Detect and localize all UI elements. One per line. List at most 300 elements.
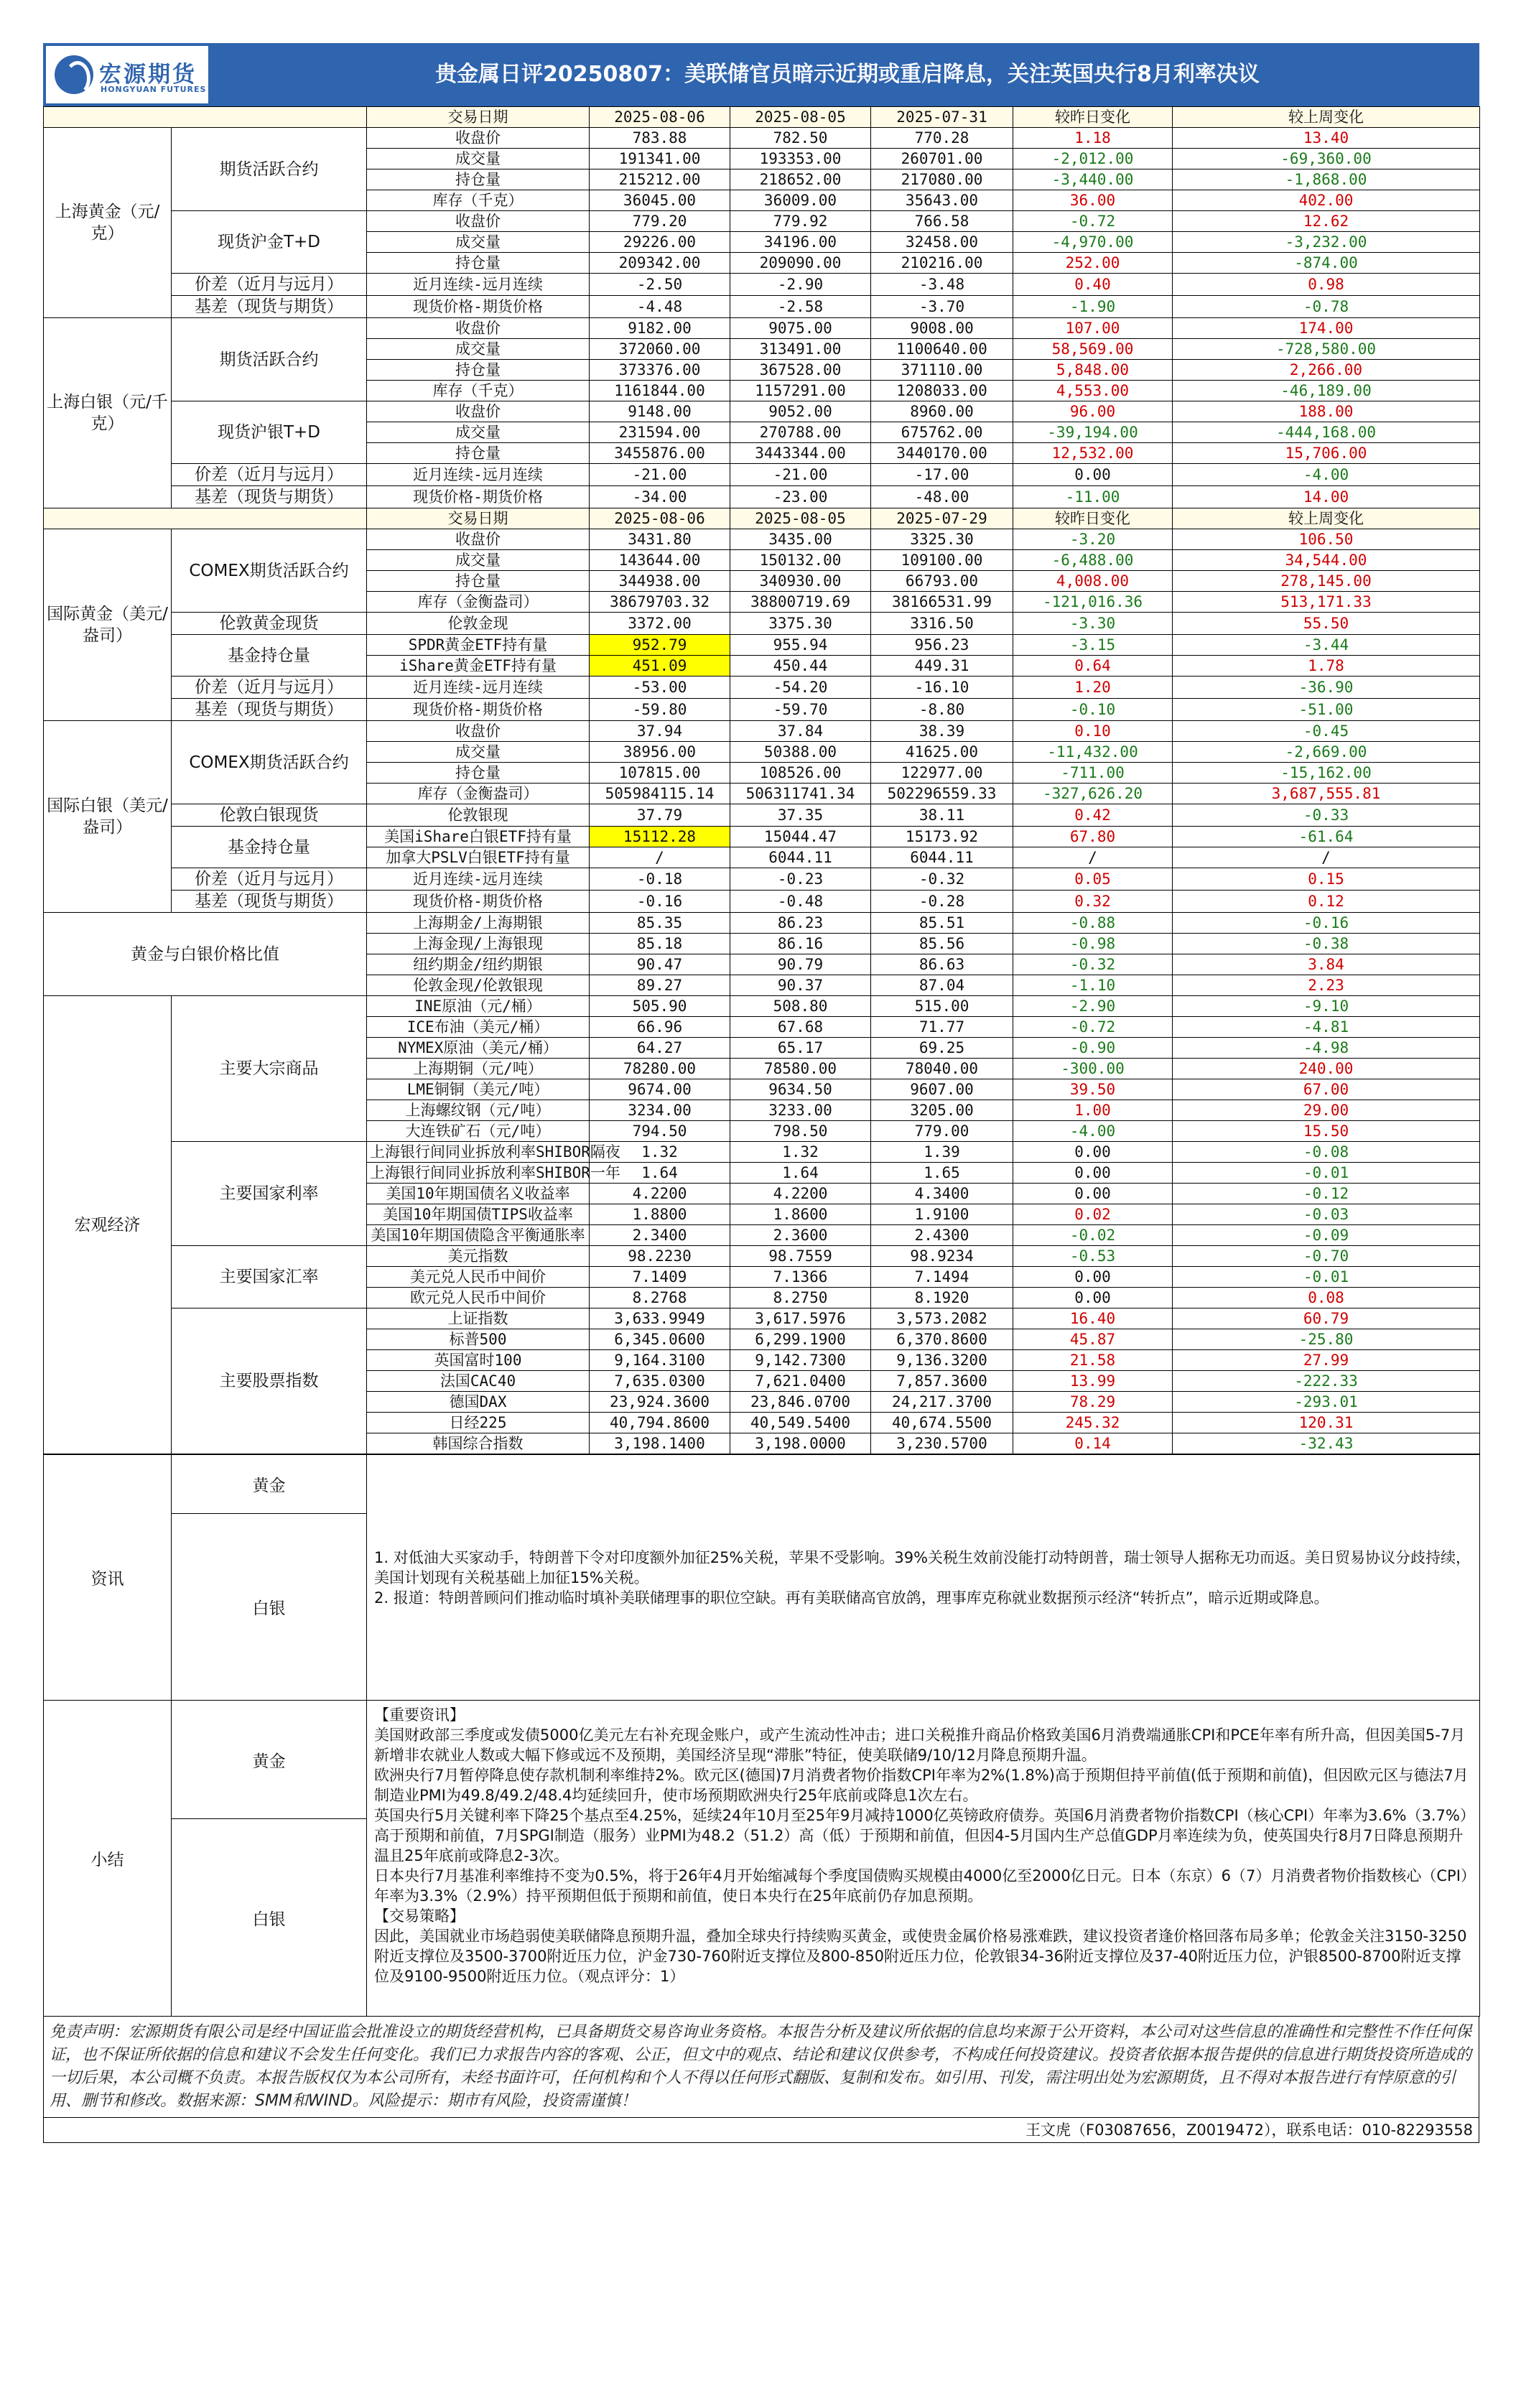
value-current: 1.64 xyxy=(590,1163,730,1184)
value-prev: 313491.00 xyxy=(730,339,871,360)
value-prev: 23,846.0700 xyxy=(730,1392,871,1413)
row-label: 现货价格-期货价格 xyxy=(367,891,590,913)
row-label: SPDR黄金ETF持有量 xyxy=(367,635,590,656)
change-week: -9.10 xyxy=(1173,996,1480,1017)
row-label: 上海银行间同业拆放利率SHIBOR一年 xyxy=(367,1163,590,1184)
value-prev: 67.68 xyxy=(730,1017,871,1038)
row-label: 上证指数 xyxy=(367,1308,590,1329)
summary-heading: 【重要资讯】 xyxy=(374,1706,465,1724)
change-day: -3,440.00 xyxy=(1013,169,1173,190)
change-day: 21.58 xyxy=(1013,1350,1173,1371)
value-ref: 1208033.00 xyxy=(871,381,1013,401)
value-current: 372060.00 xyxy=(590,339,730,360)
change-week: -0.38 xyxy=(1173,934,1480,954)
row-label: 成交量 xyxy=(367,149,590,169)
row-label: 德国DAX xyxy=(367,1392,590,1413)
change-day: 78.29 xyxy=(1013,1392,1173,1413)
value-prev: 1157291.00 xyxy=(730,381,871,401)
subcategory-label: COMEX期货活跃合约 xyxy=(172,529,367,613)
logo-swirl-icon xyxy=(55,55,93,94)
change-day: -0.53 xyxy=(1013,1246,1173,1267)
price-data-table xyxy=(43,106,1480,1454)
table-row xyxy=(44,211,1480,232)
row-label: 美国10年期国债名义收益率 xyxy=(367,1184,590,1204)
change-day: 0.10 xyxy=(1013,721,1173,742)
report-banner xyxy=(43,43,1479,106)
row-label: 日经225 xyxy=(367,1413,590,1433)
change-week: -0.16 xyxy=(1173,913,1480,934)
value-ref: 7.1494 xyxy=(871,1267,1013,1288)
row-label: 上海期铜（元/吨） xyxy=(367,1059,590,1079)
header-date-1: 2025-08-06 xyxy=(590,107,730,128)
subcategory-label: 价差（近月与远月） xyxy=(172,274,367,296)
value-prev: -59.70 xyxy=(730,699,871,721)
header-blank xyxy=(44,508,367,529)
change-day: -0.02 xyxy=(1013,1225,1173,1246)
value-ref: 1.9100 xyxy=(871,1204,1013,1225)
value-prev: 3375.30 xyxy=(730,613,871,635)
change-week: -69,360.00 xyxy=(1173,149,1480,169)
change-week: 188.00 xyxy=(1173,401,1480,422)
value-ref: 3,573.2082 xyxy=(871,1308,1013,1329)
row-label: 美元兑人民币中间价 xyxy=(367,1267,590,1288)
value-current: 23,924.3600 xyxy=(590,1392,730,1413)
value-prev: 508.80 xyxy=(730,996,871,1017)
row-label: 标普500 xyxy=(367,1329,590,1350)
value-current: 215212.00 xyxy=(590,169,730,190)
value-prev: 7.1366 xyxy=(730,1267,871,1288)
value-current: 505.90 xyxy=(590,996,730,1017)
value-current: -59.80 xyxy=(590,699,730,721)
table-row xyxy=(44,401,1480,422)
row-label: 美国10年期国债隐含平衡通胀率 xyxy=(367,1225,590,1246)
value-prev: 779.92 xyxy=(730,211,871,232)
subcategory-label: 基金持仓量 xyxy=(172,827,367,868)
value-ref: 98.9234 xyxy=(871,1246,1013,1267)
news-summary-table xyxy=(43,1454,1480,2017)
value-current: -0.16 xyxy=(590,891,730,913)
value-ref: 675762.00 xyxy=(871,422,1013,443)
news-line: 2. 报道：特朗普顾问们推动临时填补美联储理事的职位空缺。再有美联储高官放鸽，理事库克称就业数据预示经济“转折点”，暗示近期或降息。 xyxy=(374,1589,1329,1607)
value-ref: 3316.50 xyxy=(871,613,1013,635)
value-prev: 9052.00 xyxy=(730,401,871,422)
change-day: -0.32 xyxy=(1013,954,1173,975)
change-day: 45.87 xyxy=(1013,1329,1173,1350)
change-day: 12,532.00 xyxy=(1013,443,1173,464)
table-row xyxy=(44,677,1480,699)
row-label: 持仓量 xyxy=(367,360,590,381)
change-day: 252.00 xyxy=(1013,253,1173,274)
row-label: 持仓量 xyxy=(367,571,590,592)
change-week: 60.79 xyxy=(1173,1308,1480,1329)
change-week: 1.78 xyxy=(1173,656,1480,677)
value-ref: 15173.92 xyxy=(871,827,1013,847)
change-day: -3.20 xyxy=(1013,529,1173,550)
subcategory-label: 价差（近月与远月） xyxy=(172,868,367,891)
news-line: 1. 对低油大买家动手，特朗普下令对印度额外加征25%关税，苹果不受影响。39%关税生效前没能打动特朗普，瑞士领导人据称无功而返。美日贸易协议分歧持续，美国计划现有关税基础上加征15%关税。 xyxy=(374,1548,1471,1586)
value-current: 78280.00 xyxy=(590,1059,730,1079)
change-week: 0.08 xyxy=(1173,1288,1480,1308)
category-label: 上海黄金（元/克） xyxy=(44,128,172,318)
value-ref: 7,857.3600 xyxy=(871,1371,1013,1392)
value-ref: 1.39 xyxy=(871,1142,1013,1163)
table-row xyxy=(44,529,1480,550)
category-label: 上海白银（元/千克） xyxy=(44,318,172,508)
news-gold-label: 黄金 xyxy=(172,1455,367,1514)
change-week: -1,868.00 xyxy=(1173,169,1480,190)
value-ref: 779.00 xyxy=(871,1121,1013,1142)
value-ref: 86.63 xyxy=(871,954,1013,975)
value-prev: -0.48 xyxy=(730,891,871,913)
change-day: -1.10 xyxy=(1013,975,1173,996)
change-week: 29.00 xyxy=(1173,1100,1480,1121)
value-ref: 6,370.8600 xyxy=(871,1329,1013,1350)
value-prev: 6,299.1900 xyxy=(730,1329,871,1350)
change-day: 13.99 xyxy=(1013,1371,1173,1392)
summary-silver-label: 白银 xyxy=(172,1819,367,2017)
strategy-heading: 【交易策略】 xyxy=(374,1907,465,1925)
subcategory-label: 价差（近月与远月） xyxy=(172,464,367,486)
subcategory-label: 主要股票指数 xyxy=(172,1308,367,1454)
row-label: 持仓量 xyxy=(367,763,590,784)
subcategory-label: 现货沪银T+D xyxy=(172,401,367,464)
value-prev: 8.2750 xyxy=(730,1288,871,1308)
value-current: 794.50 xyxy=(590,1121,730,1142)
table-row xyxy=(44,1308,1480,1329)
row-label: 库存（千克） xyxy=(367,190,590,211)
header-trade-date: 交易日期 xyxy=(367,107,590,128)
change-week: -2,669.00 xyxy=(1173,742,1480,763)
change-week: -222.33 xyxy=(1173,1371,1480,1392)
value-ref: 502296559.33 xyxy=(871,784,1013,804)
change-week: -0.03 xyxy=(1173,1204,1480,1225)
report-frame xyxy=(43,43,1479,2143)
value-prev: 40,549.5400 xyxy=(730,1413,871,1433)
table-row xyxy=(44,827,1480,847)
row-label: 成交量 xyxy=(367,742,590,763)
value-ref: 449.31 xyxy=(871,656,1013,677)
change-week: 27.99 xyxy=(1173,1350,1480,1371)
change-day: 0.02 xyxy=(1013,1204,1173,1225)
row-label: 欧元兑人民币中间价 xyxy=(367,1288,590,1308)
value-current: 3455876.00 xyxy=(590,443,730,464)
value-current: 9,164.3100 xyxy=(590,1350,730,1371)
change-day: -0.90 xyxy=(1013,1038,1173,1059)
change-day: 5,848.00 xyxy=(1013,360,1173,381)
header-blank xyxy=(44,107,367,128)
change-week: 14.00 xyxy=(1173,486,1480,508)
header-date-2: 2025-08-05 xyxy=(730,508,871,529)
row-label: 现货价格-期货价格 xyxy=(367,296,590,318)
value-current: 3431.80 xyxy=(590,529,730,550)
change-day: -2,012.00 xyxy=(1013,149,1173,169)
value-current: 373376.00 xyxy=(590,360,730,381)
change-week: 402.00 xyxy=(1173,190,1480,211)
table-row xyxy=(44,891,1480,913)
change-day: 0.64 xyxy=(1013,656,1173,677)
change-week: -0.09 xyxy=(1173,1225,1480,1246)
change-day: -0.10 xyxy=(1013,699,1173,721)
header-week-change: 较上周变化 xyxy=(1173,107,1480,128)
change-week: -0.01 xyxy=(1173,1267,1480,1288)
value-current: 3234.00 xyxy=(590,1100,730,1121)
subcategory-label: 伦敦黄金现货 xyxy=(172,613,367,635)
value-current: -4.48 xyxy=(590,296,730,318)
change-week: -728,580.00 xyxy=(1173,339,1480,360)
value-ref: 9,136.3200 xyxy=(871,1350,1013,1371)
change-week: -36.90 xyxy=(1173,677,1480,699)
change-day: -2.90 xyxy=(1013,996,1173,1017)
value-ref: 9607.00 xyxy=(871,1079,1013,1100)
value-ref: 515.00 xyxy=(871,996,1013,1017)
subcategory-label: 现货沪金T+D xyxy=(172,211,367,274)
change-day: -327,626.20 xyxy=(1013,784,1173,804)
value-current: 7.1409 xyxy=(590,1267,730,1288)
value-prev: 193353.00 xyxy=(730,149,871,169)
value-ref: 3,230.5700 xyxy=(871,1433,1013,1454)
value-prev: 340930.00 xyxy=(730,571,871,592)
value-current: 1.32 xyxy=(590,1142,730,1163)
subcategory-label: 基差（现货与期货） xyxy=(172,296,367,318)
value-prev: 9,142.7300 xyxy=(730,1350,871,1371)
row-label: 近月连续-远月连续 xyxy=(367,868,590,891)
change-week: 0.12 xyxy=(1173,891,1480,913)
value-current: 37.94 xyxy=(590,721,730,742)
value-current: 15112.28 xyxy=(590,827,730,847)
summary-line: 美国财政部三季度或发债5000亿美元左右补充现金账户，或产生流动性冲击；进口关税推升商品价格致美国6月消费端通胀CPI和PCE年率有所升高，但因美国5-7月新增非农就业人数或大幅下修或远不及预期，美国经济呈现“滞胀”特征，使美联储9/10/12月降息预期升温。 xyxy=(374,1726,1466,1764)
value-ref: 217080.00 xyxy=(871,169,1013,190)
change-week: 278,145.00 xyxy=(1173,571,1480,592)
table-row xyxy=(44,721,1480,742)
value-prev: 450.44 xyxy=(730,656,871,677)
change-week: -0.45 xyxy=(1173,721,1480,742)
row-label: 成交量 xyxy=(367,550,590,571)
value-ref: 35643.00 xyxy=(871,190,1013,211)
value-prev: 782.50 xyxy=(730,128,871,149)
value-prev: -54.20 xyxy=(730,677,871,699)
value-ref: 87.04 xyxy=(871,975,1013,996)
value-current: 38679703.32 xyxy=(590,592,730,613)
table-header-row xyxy=(44,508,1480,529)
header-date-3: 2025-07-29 xyxy=(871,508,1013,529)
header-day-change: 较昨日变化 xyxy=(1013,107,1173,128)
table-row xyxy=(44,1142,1480,1163)
row-label: LME铜铜（美元/吨） xyxy=(367,1079,590,1100)
value-current: 9148.00 xyxy=(590,401,730,422)
category-label: 黄金与白银价格比值 xyxy=(44,913,367,996)
row-label: NYMEX原油（美元/桶） xyxy=(367,1038,590,1059)
news-category: 资讯 xyxy=(44,1455,172,1701)
change-week: 3.84 xyxy=(1173,954,1480,975)
value-ref: 122977.00 xyxy=(871,763,1013,784)
value-current: 505984115.14 xyxy=(590,784,730,804)
value-current: 783.88 xyxy=(590,128,730,149)
value-prev: 3435.00 xyxy=(730,529,871,550)
value-prev: 90.37 xyxy=(730,975,871,996)
header-date-3: 2025-07-31 xyxy=(871,107,1013,128)
change-day: 0.00 xyxy=(1013,464,1173,486)
value-prev: 3,198.0000 xyxy=(730,1433,871,1454)
change-week: -51.00 xyxy=(1173,699,1480,721)
value-current: 209342.00 xyxy=(590,253,730,274)
summary-line: 欧洲央行7月暂停降息使存款机制利率维持2%。欧元区(德国)7月消费者物价指数CPI年率为2%(1.8%)高于预期但持平前值(低于预期和前值)，但因欧元区与德法7月制造业PMI为49.8/49.2/48.4均延续回升，使市场预期欧洲央行25年底前或降息1次左右。 xyxy=(374,1767,1469,1804)
row-label: 伦敦金现 xyxy=(367,613,590,635)
value-ref: 38.11 xyxy=(871,804,1013,827)
value-prev: -2.58 xyxy=(730,296,871,318)
change-day: -0.72 xyxy=(1013,211,1173,232)
table-row xyxy=(44,868,1480,891)
change-day: 1.20 xyxy=(1013,677,1173,699)
change-day: -3.15 xyxy=(1013,635,1173,656)
table-row xyxy=(44,296,1480,318)
change-week: 174.00 xyxy=(1173,318,1480,339)
change-week: -25.80 xyxy=(1173,1329,1480,1350)
change-day: 4,553.00 xyxy=(1013,381,1173,401)
change-day: 0.00 xyxy=(1013,1142,1173,1163)
value-ref: 40,674.5500 xyxy=(871,1413,1013,1433)
value-ref: 85.56 xyxy=(871,934,1013,954)
value-ref: 260701.00 xyxy=(871,149,1013,169)
subcategory-label: 主要国家利率 xyxy=(172,1142,367,1246)
value-prev: 1.64 xyxy=(730,1163,871,1184)
value-prev: 3233.00 xyxy=(730,1100,871,1121)
value-ref: 109100.00 xyxy=(871,550,1013,571)
change-day: 245.32 xyxy=(1013,1413,1173,1433)
row-label: 收盘价 xyxy=(367,318,590,339)
change-week: -3.44 xyxy=(1173,635,1480,656)
row-label: 现货价格-期货价格 xyxy=(367,699,590,721)
value-prev: 15044.47 xyxy=(730,827,871,847)
value-current: 143644.00 xyxy=(590,550,730,571)
table-row xyxy=(44,464,1480,486)
change-week: 240.00 xyxy=(1173,1059,1480,1079)
value-ref: 8.1920 xyxy=(871,1288,1013,1308)
value-ref: 38.39 xyxy=(871,721,1013,742)
row-label: 纽约期金/纽约期银 xyxy=(367,954,590,975)
row-label: 成交量 xyxy=(367,339,590,360)
change-week: 3,687,555.81 xyxy=(1173,784,1480,804)
value-prev: 955.94 xyxy=(730,635,871,656)
value-prev: 798.50 xyxy=(730,1121,871,1142)
row-label: 上海螺纹钢（元/吨） xyxy=(367,1100,590,1121)
value-prev: 90.79 xyxy=(730,954,871,975)
change-week: -4.81 xyxy=(1173,1017,1480,1038)
value-current: -2.50 xyxy=(590,274,730,296)
change-week: -32.43 xyxy=(1173,1433,1480,1454)
change-day: -0.88 xyxy=(1013,913,1173,934)
category-label: 宏观经济 xyxy=(44,996,172,1454)
summary-gold-label: 黄金 xyxy=(172,1701,367,1819)
change-week: 55.50 xyxy=(1173,613,1480,635)
change-day: 0.42 xyxy=(1013,804,1173,827)
change-week: -0.78 xyxy=(1173,296,1480,318)
row-label: 韩国综合指数 xyxy=(367,1433,590,1454)
value-prev: 36009.00 xyxy=(730,190,871,211)
change-week: 2,266.00 xyxy=(1173,360,1480,381)
value-prev: -2.90 xyxy=(730,274,871,296)
change-week: / xyxy=(1173,847,1480,868)
value-ref: 1.65 xyxy=(871,1163,1013,1184)
header-date-1: 2025-08-06 xyxy=(590,508,730,529)
change-day: 0.40 xyxy=(1013,274,1173,296)
change-day: 1.18 xyxy=(1013,128,1173,149)
row-label: 加拿大PSLV白银ETF持有量 xyxy=(367,847,590,868)
value-ref: 956.23 xyxy=(871,635,1013,656)
value-ref: -48.00 xyxy=(871,486,1013,508)
row-label: ICE布油（美元/桶） xyxy=(367,1017,590,1038)
value-current: 451.09 xyxy=(590,656,730,677)
change-week: -46,189.00 xyxy=(1173,381,1480,401)
change-day: -6,488.00 xyxy=(1013,550,1173,571)
row-label: 收盘价 xyxy=(367,128,590,149)
header-date-2: 2025-08-05 xyxy=(730,107,871,128)
table-row xyxy=(44,613,1480,635)
value-prev: 2.3600 xyxy=(730,1225,871,1246)
value-prev: 4.2200 xyxy=(730,1184,871,1204)
value-current: 6,345.0600 xyxy=(590,1329,730,1350)
table-row xyxy=(44,804,1480,827)
change-day: 39.50 xyxy=(1013,1079,1173,1100)
change-week: 34,544.00 xyxy=(1173,550,1480,571)
value-ref: 210216.00 xyxy=(871,253,1013,274)
value-current: / xyxy=(590,847,730,868)
change-week: 67.00 xyxy=(1173,1079,1480,1100)
value-prev: 34196.00 xyxy=(730,232,871,253)
change-day: -0.72 xyxy=(1013,1017,1173,1038)
row-label: INE原油（元/桶） xyxy=(367,996,590,1017)
value-prev: 270788.00 xyxy=(730,422,871,443)
value-current: 344938.00 xyxy=(590,571,730,592)
change-day: / xyxy=(1013,847,1173,868)
row-label: 上海银行间同业拆放利率SHIBOR隔夜 xyxy=(367,1142,590,1163)
change-week: -874.00 xyxy=(1173,253,1480,274)
analyst-contact: 王文虎（F03087656，Z0019472），联系电话：010-82293558 xyxy=(43,2118,1479,2143)
change-day: 0.00 xyxy=(1013,1267,1173,1288)
value-current: 779.20 xyxy=(590,211,730,232)
change-week: -444,168.00 xyxy=(1173,422,1480,443)
table-row xyxy=(44,913,1480,934)
value-prev: 218652.00 xyxy=(730,169,871,190)
value-prev: -0.23 xyxy=(730,868,871,891)
value-current: -0.18 xyxy=(590,868,730,891)
change-day: 107.00 xyxy=(1013,318,1173,339)
value-ref: 770.28 xyxy=(871,128,1013,149)
row-label: 近月连续-远月连续 xyxy=(367,677,590,699)
news-text xyxy=(367,1455,1480,1701)
table-header-row xyxy=(44,107,1480,128)
row-label: 大连铁矿石（元/吨） xyxy=(367,1121,590,1142)
change-week: 12.62 xyxy=(1173,211,1480,232)
change-week: -3,232.00 xyxy=(1173,232,1480,253)
table-row xyxy=(44,635,1480,656)
value-ref: 4.3400 xyxy=(871,1184,1013,1204)
value-ref: 1100640.00 xyxy=(871,339,1013,360)
value-ref: 69.25 xyxy=(871,1038,1013,1059)
change-week: -0.08 xyxy=(1173,1142,1480,1163)
value-prev: -21.00 xyxy=(730,464,871,486)
value-prev: 209090.00 xyxy=(730,253,871,274)
value-ref: 24,217.3700 xyxy=(871,1392,1013,1413)
value-ref: 6044.11 xyxy=(871,847,1013,868)
change-day: 58,569.00 xyxy=(1013,339,1173,360)
value-ref: 371110.00 xyxy=(871,360,1013,381)
value-ref: 85.51 xyxy=(871,913,1013,934)
value-ref: 3205.00 xyxy=(871,1100,1013,1121)
change-day: -4.00 xyxy=(1013,1121,1173,1142)
change-week: -0.33 xyxy=(1173,804,1480,827)
change-week: 0.98 xyxy=(1173,274,1480,296)
row-label: 美国10年期国债TIPS收益率 xyxy=(367,1204,590,1225)
